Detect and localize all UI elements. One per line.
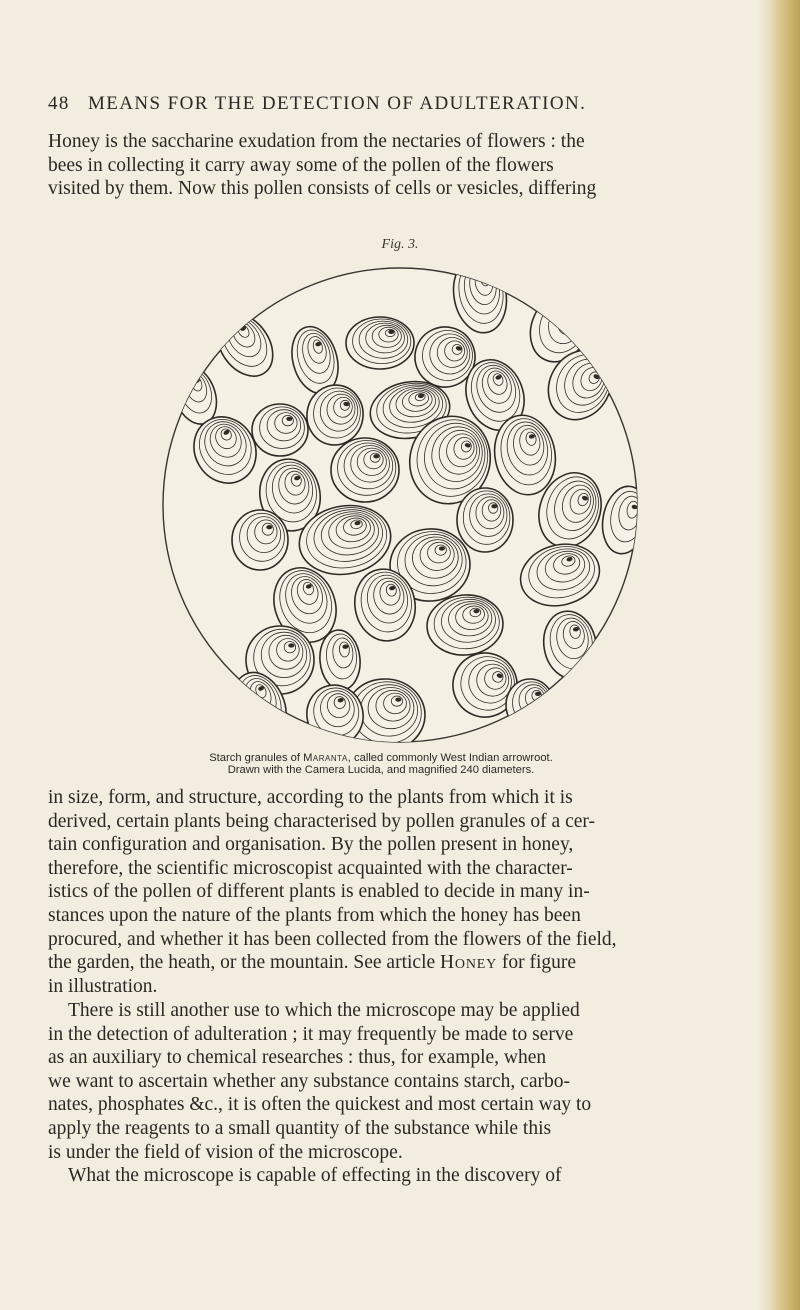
text-span: the garden, the heath, or the mountain. See article (48, 952, 441, 974)
caption-suffix: , called commonly West Indian arrowroot. (347, 752, 553, 764)
honey-article-ref: Honey (440, 952, 497, 974)
text-line: derived, certain plants being characterised by pollen granules of a cer- (48, 810, 595, 832)
granule-hilum (267, 526, 272, 529)
granule-hilum (343, 645, 348, 649)
page-number: 48 (48, 93, 70, 114)
text-line: in illustration. (48, 975, 158, 997)
granule-hilum (474, 609, 479, 613)
starch-granule (252, 404, 308, 456)
granule-hilum (396, 698, 401, 701)
text-line: as an auxiliary to chemical researches : thus, for example, when (48, 1047, 547, 1069)
granule-hilum (289, 644, 294, 647)
granule-hilum (483, 276, 488, 280)
text-line: therefore, the scientific microscopist acquainted with the character- (48, 857, 573, 879)
granule-hilum (389, 330, 394, 333)
granule-hilum (529, 434, 534, 438)
starch-granule (232, 510, 288, 570)
page-edge-shadow (758, 0, 800, 1310)
text-line: apply the reagents to a small quantity of the substance while this (48, 1117, 552, 1139)
text-line: visited by them. Now this pollen consists of cells or vesicles, differing (48, 178, 597, 200)
granule-ring (564, 310, 580, 328)
text-line: we want to ascertain whether any substance contains starch, carbo- (48, 1070, 570, 1092)
text-line: Honey is the saccharine exudation from the nectaries of flowers : the (48, 131, 585, 152)
text-line: istics of the pollen of different plants is enabled to decide in many in- (48, 881, 590, 903)
paragraph-last (48, 1164, 714, 1188)
granule-hilum (344, 402, 349, 406)
caption-line-2: Drawn with the Camera Lucida, and magnified 240 diameters. (227, 764, 535, 776)
caption-species: Maranta (303, 752, 348, 764)
starch-granule (331, 438, 399, 502)
text-line: stances upon the nature of the plants from which the honey has been (48, 904, 581, 926)
figure-caption (48, 752, 714, 776)
text-line: There is still another use to which the microscope may be applied (68, 1000, 580, 1021)
granule-hilum (439, 547, 444, 551)
text-line: in the detection of adulteration ; it may frequently be made to serve (48, 1023, 574, 1045)
granule-hilum (573, 627, 578, 631)
granule-hilum (294, 476, 299, 480)
granule-hilum (418, 394, 423, 398)
starch-granule (457, 488, 513, 552)
text-line: What the microscope is capable of effecting in the discovery of (68, 1165, 562, 1186)
running-header (48, 93, 718, 115)
granule-hilum (492, 505, 497, 508)
granule-hilum (287, 417, 292, 420)
granule-hilum (536, 692, 541, 695)
text-line (48, 951, 714, 975)
paragraph-second (48, 999, 714, 1164)
text-line: is under the field of vision of the microscope. (48, 1141, 403, 1163)
paragraph-bottom (48, 786, 714, 998)
starch-granule (506, 679, 554, 731)
text-line: tain configuration and organisation. By the pollen present in honey, (48, 834, 574, 856)
paragraph-top (48, 130, 714, 201)
text-line: procured, and whether it has been collected from the flowers of the field, (48, 928, 617, 950)
text-line: bees in collecting it carry away some of the pollen of the flowers (48, 154, 554, 176)
granule-hilum (355, 521, 360, 525)
text-span: for figure (497, 952, 577, 974)
granule-hilum (572, 314, 578, 319)
granule-hilum (632, 505, 637, 509)
caption-line-1 (48, 752, 714, 764)
granule-hilum (374, 455, 379, 458)
running-title: MEANS FOR THE DETECTION OF ADULTERATION. (87, 93, 587, 114)
text-line: in size, form, and structure, according to the plants from which it is (48, 787, 573, 808)
caption-prefix: Starch granules of (209, 752, 304, 764)
granule-hilum (389, 586, 394, 590)
granule-outline (506, 679, 554, 731)
figure-label: Fig. 3. (381, 237, 419, 252)
starch-granules-illustration (140, 265, 660, 745)
starch-granule (346, 317, 414, 369)
text-line: nates, phosphates &c., it is often the quickest and most certain way to (48, 1094, 592, 1116)
